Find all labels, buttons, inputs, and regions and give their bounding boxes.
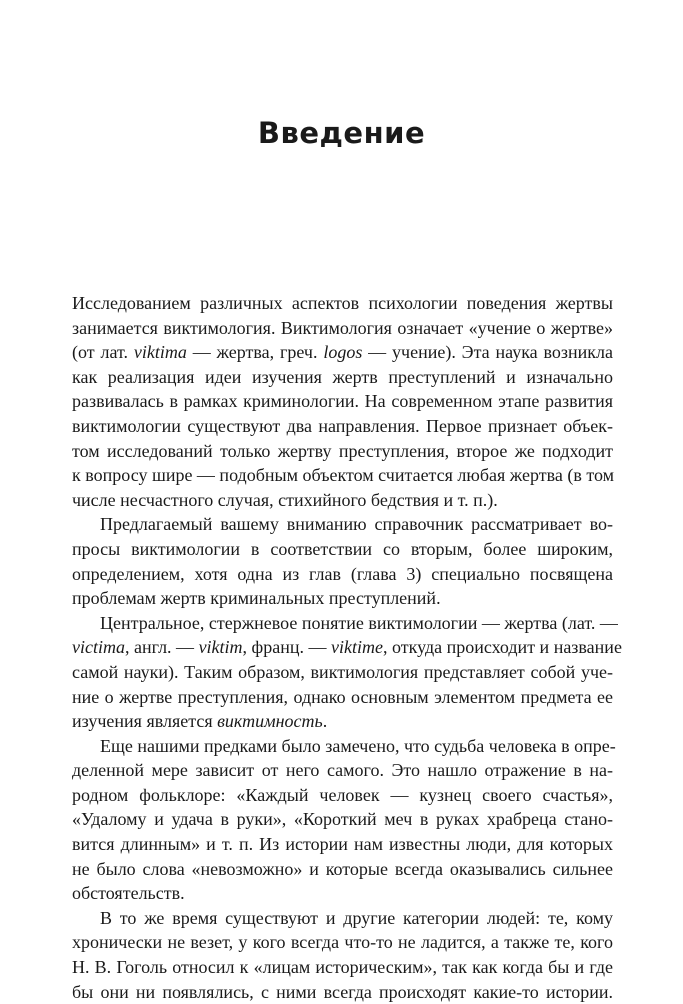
- text-line: как реализация идеи изучения жертв преступлений и изначально: [72, 366, 613, 387]
- text-line: Предлагаемый вашему вниманию справочник рассматривает во-: [100, 514, 613, 535]
- text-line: деленной мере зависит от него самого. Это нашло отражение в на-: [72, 760, 613, 781]
- text-fragment: , откуда происходит и название: [382, 637, 622, 658]
- text-line: вится длинным» и т. п. Из истории нам известны люди, для которых: [72, 834, 613, 855]
- italic-term: виктимность: [217, 711, 323, 732]
- italic-term: viktima: [133, 342, 187, 363]
- text-line: числе несчастного случая, стихийного бедствия и т. п.).: [72, 489, 498, 510]
- text-line: Центральное, стержневое понятие виктимологии — жертва (лат. —: [100, 612, 618, 633]
- text-line: [72, 340, 613, 365]
- italic-term: logos: [323, 342, 363, 363]
- text-fragment: (от лат.: [72, 342, 134, 363]
- text-line: просы виктимологии в соответствии со вторым, более широким,: [72, 538, 613, 559]
- text-line: виктимологии существуют два направления. Первое признает объек-: [72, 415, 613, 436]
- text-line: родном фольклоре: «Каждый человек — кузнец своего счастья»,: [72, 784, 613, 805]
- text-line: Исследованием различных аспектов психологии поведения жертвы: [72, 293, 613, 313]
- text-line: том исследований только жертву преступления, второе же подходит: [72, 440, 613, 461]
- italic-term: victima: [72, 637, 125, 658]
- text-line: самой науки). Таким образом, виктимология представляет собой уче-: [72, 661, 613, 682]
- italic-term: viktime: [330, 637, 383, 658]
- text-fragment: , англ. —: [124, 637, 199, 658]
- text-fragment: изучения является: [72, 711, 218, 732]
- text-fragment: .: [322, 711, 328, 732]
- text-line: к вопросу шире — подобным объектом считается любая жертва (в том: [72, 465, 615, 486]
- body-text: [72, 291, 622, 1004]
- text-line: «Удалому и удача в руки», «Короткий меч в руках храбреца стано-: [72, 809, 613, 830]
- text-line: обстоятельств.: [72, 883, 185, 904]
- italic-term: viktim: [198, 637, 243, 658]
- page-title: Введение: [257, 116, 426, 150]
- text-line: не было слова «невозможно» и которые всегда оказывались сильнее: [72, 858, 613, 879]
- text-line: хронически не везет, у кого всегда что-то не ладится, а также те, кого: [72, 932, 613, 953]
- text-fragment: — жертва, греч.: [186, 342, 324, 363]
- text-line: бы они ни появлялись, с ними всегда происходят какие-то истории.: [72, 981, 613, 1002]
- text-line: Н. В. Гоголь относил к «лицам историческим», так как когда бы и где: [72, 957, 613, 978]
- text-fragment: , франц. —: [242, 637, 331, 658]
- text-line: Еще нашими предками было замечено, что судьба человека в опре-: [100, 735, 616, 756]
- text-line: В то же время существуют и другие категории людей: те, кому: [100, 907, 613, 928]
- text-line: определением, хотя одна из глав (глава 3) специально посвящена: [72, 563, 613, 584]
- text-line: занимается виктимология. Виктимология означает «учение о жертве»: [72, 317, 613, 338]
- text-line: развивалась в рамках криминологии. На современном этапе развития: [72, 391, 613, 412]
- text-line: [72, 635, 622, 660]
- text-line: [72, 709, 613, 734]
- text-fragment: — учение). Эта наука возникла: [362, 342, 613, 363]
- text-line: ние о жертве преступления, однако основным элементом предмета ее: [72, 686, 613, 707]
- text-line: проблемам жертв криминальных преступлений.: [72, 588, 441, 609]
